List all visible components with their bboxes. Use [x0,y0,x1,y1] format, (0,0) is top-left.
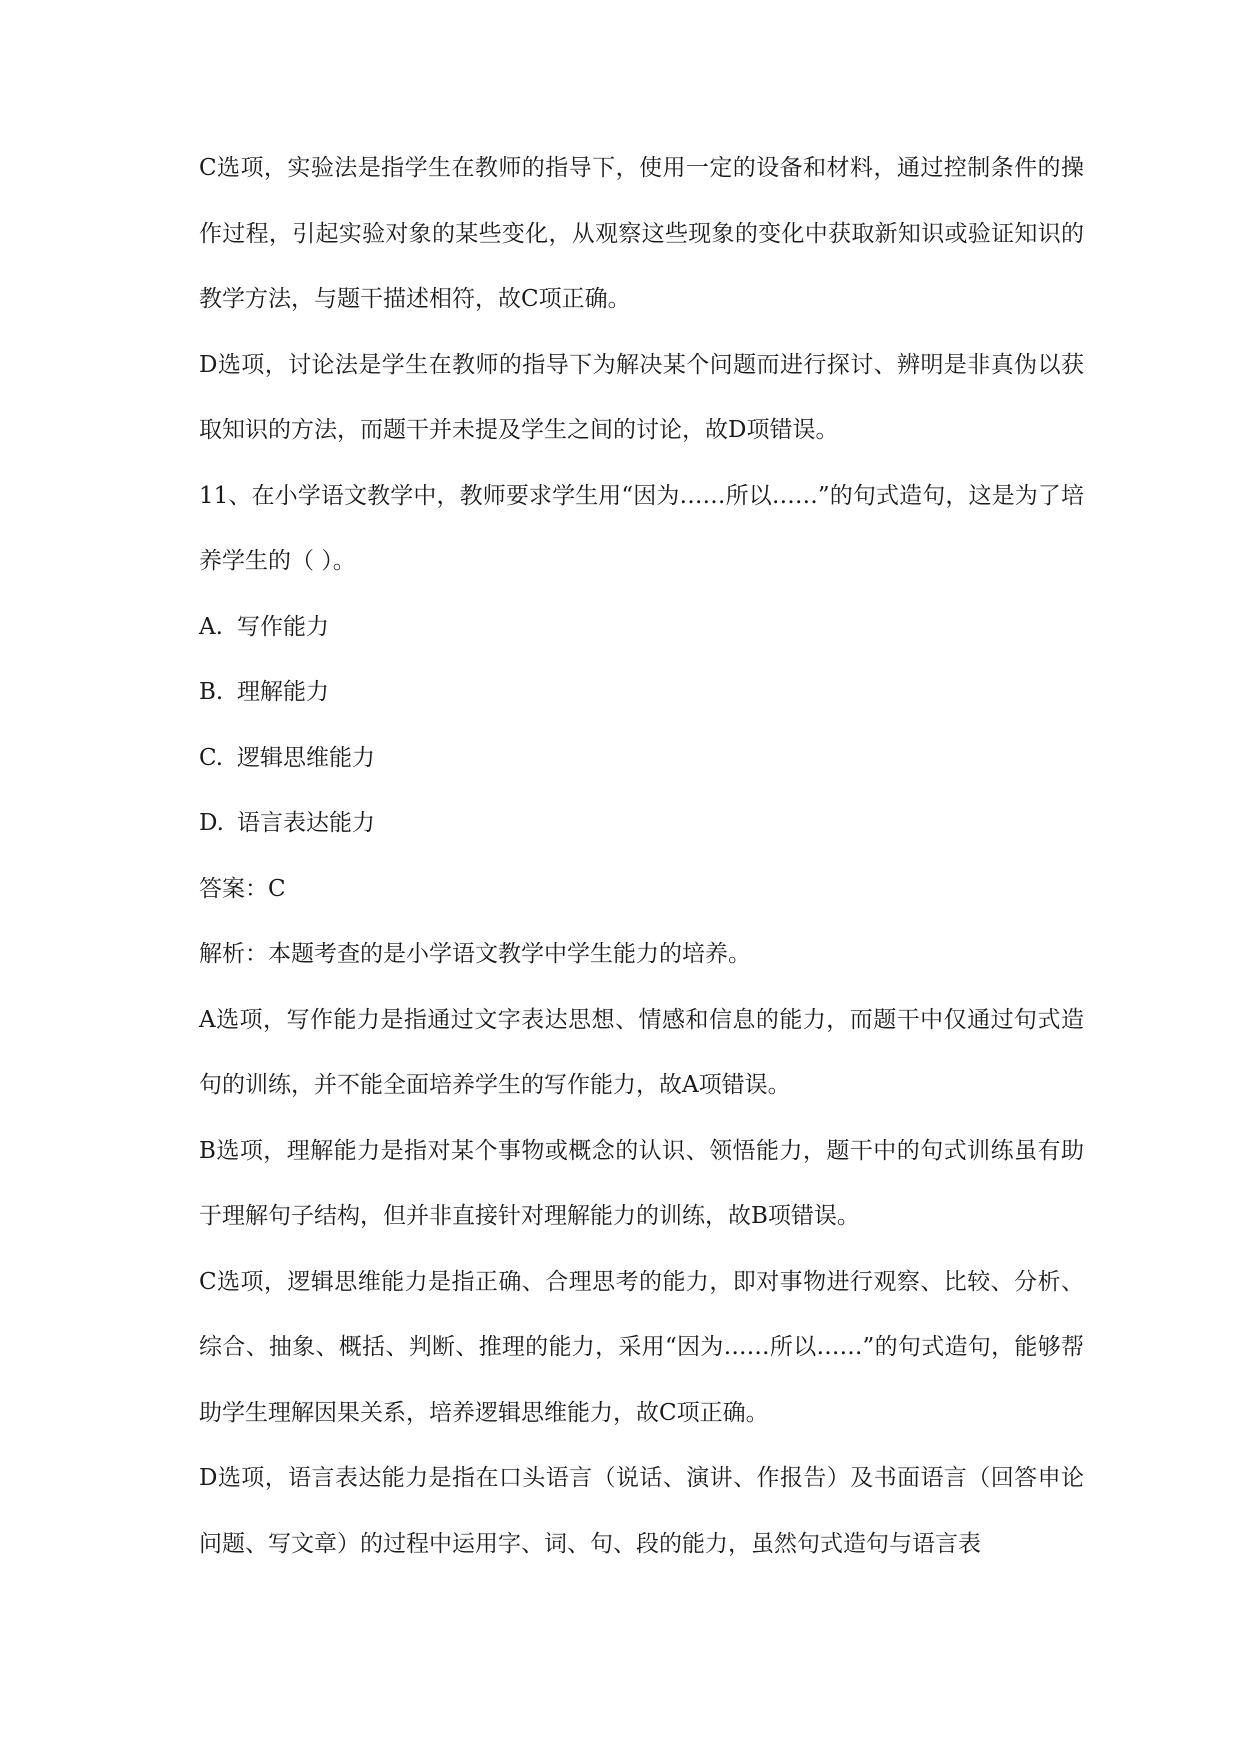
analysis-line: 解析：本题考查的是小学语文教学中学生能力的培养。 [199,941,751,967]
paragraph-analysis-a: A选项，写作能力是指通过文字表达思想、情感和信息的能力，而题干中仅通过句式造句的训练，并不能全面培养学生的写作能力，故A项错误。 [199,1006,1084,1098]
question-stem: 11、在小学语文教学中，教师要求学生用“因为……所以……”的句式造句，这是为了培养学生的（ ）。 [199,482,1084,574]
paragraph-analysis-d: D选项，语言表达能力是指在口头语言（说话、演讲、作报告）及书面语言（回答申论问题、写文章）的过程中运用字、词、句、段的能力，虽然句式造句与语言表 [199,1465,1084,1557]
option-b [199,660,1084,726]
answer-line: 答案：C [199,875,286,902]
paragraph-option-d-discussion: D选项，讨论法是学生在教师的指导下为解决某个问题而进行探讨、辨明是非真伪以获取知识的方法，而题干并未提及学生之间的讨论，故D项错误。 [199,351,1084,443]
option-d-text: 语言表达能力 [237,810,375,836]
paragraph-option-c-experiment: C选项，实验法是指学生在教师的指导下，使用一定的设备和材料，通过控制条件的操作过程，引起实验对象的某些变化，从观察这些现象的变化中获取新知识或验证知识的教学方法，与题干描述相符，故C项正确。 [199,155,1084,312]
paragraph-analysis-b: B选项，理解能力是指对某个事物或概念的认识、领悟能力，题干中的句式训练虽有助于理解句子结构，但并非直接针对理解能力的训练，故B项错误。 [199,1137,1084,1229]
option-a [199,595,1084,661]
option-c [199,726,1084,792]
option-d-letter: D. [199,810,224,836]
option-b-letter: B. [199,679,224,705]
option-a-letter: A. [199,613,223,640]
option-b-text: 理解能力 [237,679,329,705]
document-body [199,136,1084,1577]
option-c-text: 逻辑思维能力 [237,744,375,771]
option-d [199,791,1084,857]
option-c-letter: C. [199,744,224,771]
paragraph-analysis-c: C选项，逻辑思维能力是指正确、合理思考的能力，即对事物进行观察、比较、分析、综合、抽象、概括、判断、推理的能力，采用“因为……所以……”的句式造句，能够帮助学生理解因果关系，培养逻辑思维能力，故C项正确。 [199,1268,1084,1426]
option-a-text: 写作能力 [237,613,329,640]
